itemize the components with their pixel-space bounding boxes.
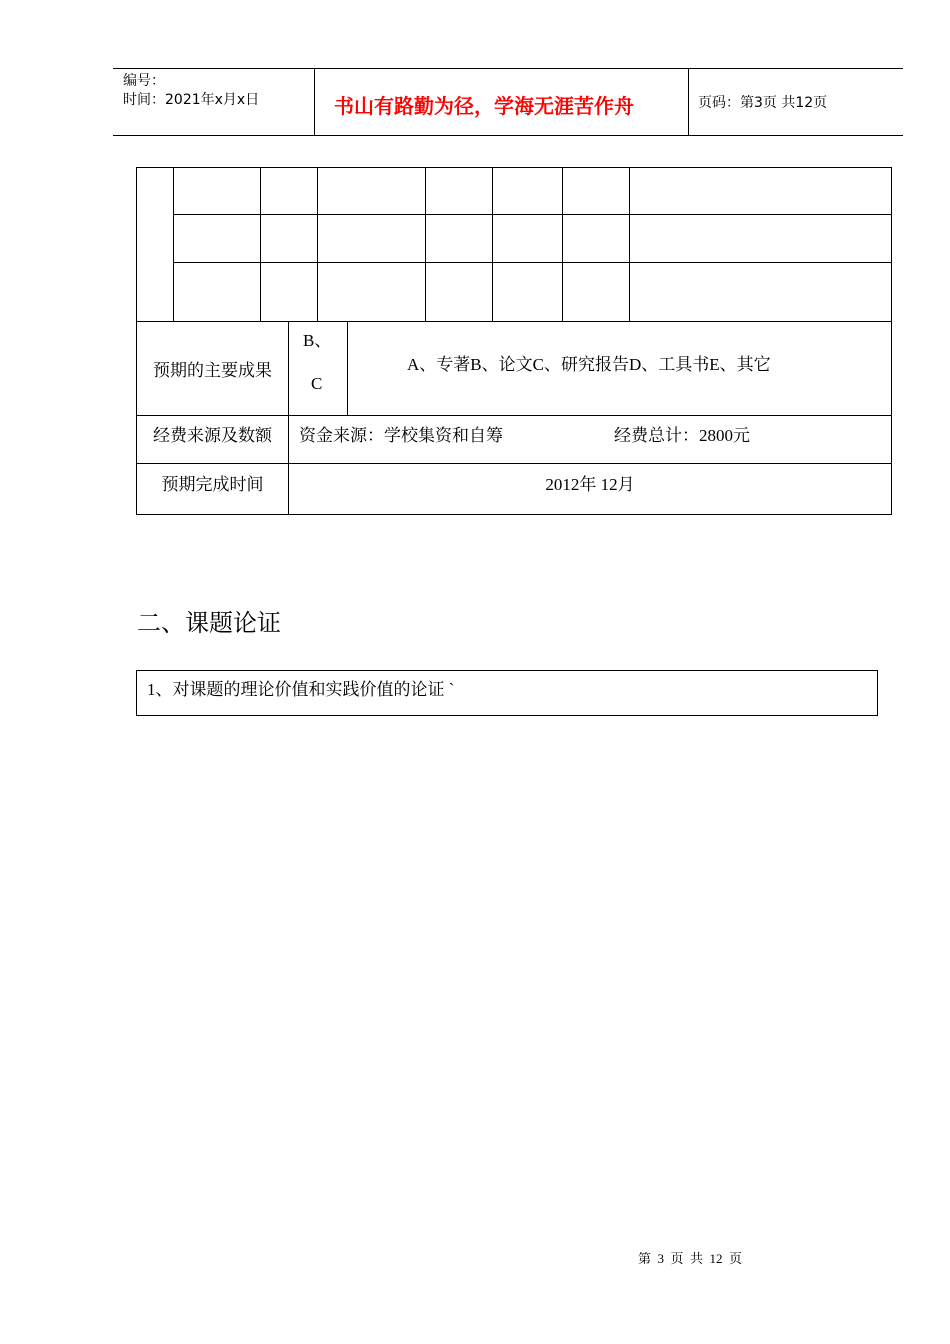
outcome-label: 预期的主要成果 bbox=[153, 361, 272, 380]
funding-label-cell bbox=[136, 415, 289, 464]
table-cell bbox=[173, 214, 261, 263]
funding-total: 经费总计：2800元 bbox=[614, 426, 750, 445]
table-cell bbox=[260, 167, 318, 215]
table-cell bbox=[136, 167, 174, 322]
table-cell bbox=[317, 167, 426, 215]
section-heading: 二、课题论证 bbox=[137, 609, 281, 637]
table-cell bbox=[492, 167, 563, 215]
table-cell bbox=[317, 262, 426, 322]
argument-box bbox=[136, 670, 878, 716]
table-cell bbox=[492, 262, 563, 322]
outcome-code-line2: C bbox=[311, 374, 323, 393]
table-cell bbox=[492, 214, 563, 263]
header-page-info: 页码：第3页 共12页 bbox=[698, 95, 828, 111]
table-cell bbox=[317, 214, 426, 263]
header-top-rule bbox=[113, 68, 903, 69]
outcome-options-cell bbox=[347, 321, 892, 416]
table-cell bbox=[173, 167, 261, 215]
completion-label-cell bbox=[136, 463, 289, 515]
outcome-code-cell bbox=[288, 321, 348, 416]
header-bottom-rule bbox=[113, 135, 903, 136]
outcome-options: A、专著B、论文C、研究报告D、工具书E、其它 bbox=[407, 355, 771, 374]
completion-value: 2012年 12月 bbox=[545, 475, 635, 494]
header-divider-right bbox=[688, 68, 689, 136]
table-cell bbox=[425, 262, 493, 322]
table-cell bbox=[173, 262, 261, 322]
header-motto: 书山有路勤为径，学海无涯苦作舟 bbox=[334, 94, 634, 118]
header-time: 时间：2021年x月x日 bbox=[123, 92, 260, 108]
table-cell bbox=[562, 262, 630, 322]
table-cell bbox=[425, 214, 493, 263]
table-cell bbox=[260, 262, 318, 322]
table-cell bbox=[562, 167, 630, 215]
funding-source: 资金来源：学校集资和自筹 bbox=[299, 426, 503, 445]
table-cell bbox=[629, 262, 892, 322]
outcome-code-line1: B、 bbox=[303, 331, 332, 350]
outcome-label-cell bbox=[136, 321, 289, 416]
header-divider-left bbox=[314, 68, 315, 136]
argument-item-1: 1、对课题的理论价值和实践价值的论证 ` bbox=[147, 680, 455, 699]
page-footer: 第 3 页 共 12 页 bbox=[638, 1251, 743, 1266]
table-cell bbox=[629, 167, 892, 215]
completion-label: 预期完成时间 bbox=[161, 475, 264, 494]
table-cell bbox=[260, 214, 318, 263]
completion-value-cell bbox=[288, 463, 892, 515]
funding-label: 经费来源及数额 bbox=[153, 426, 272, 445]
table-cell bbox=[425, 167, 493, 215]
header-number: 编号： bbox=[123, 73, 165, 89]
funding-value-cell bbox=[288, 415, 892, 464]
table-cell bbox=[629, 214, 892, 263]
table-cell bbox=[562, 214, 630, 263]
